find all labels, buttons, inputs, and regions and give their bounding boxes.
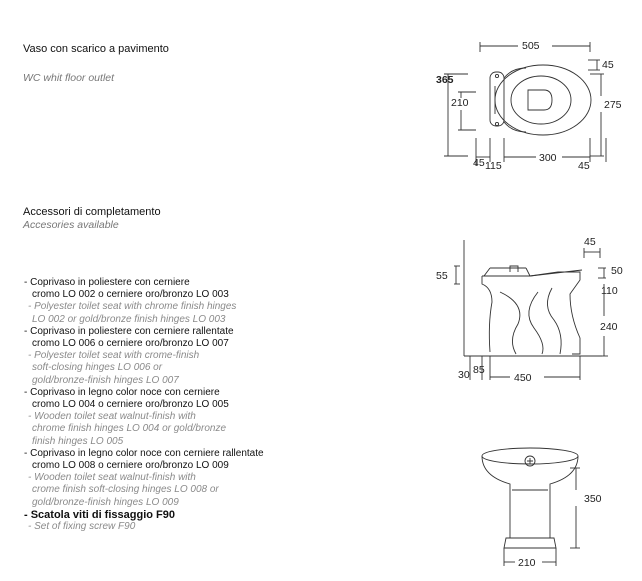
dim-350: 350 [584, 493, 602, 505]
item-line-it: - Coprivaso in poliestere con cerniere [24, 277, 190, 288]
accessories-subtitle: Accesories available [23, 219, 119, 231]
accessories-title: Accessori di completamento [23, 206, 161, 218]
front-view-drawing [470, 440, 620, 575]
dim-300: 300 [539, 152, 557, 164]
item-line-en: gold/bronze-finish hinges LO 009 [32, 496, 179, 508]
dim-110: 110 [601, 285, 618, 297]
item-line-en: crome finish soft-closing hinges LO 008 or [32, 484, 219, 496]
accessory-item [24, 448, 324, 509]
accessory-item [24, 326, 324, 387]
dim-45-left: 45 [473, 157, 485, 169]
dim-45-right: 45 [602, 59, 614, 71]
item-line-it: - Coprivaso in legno color noce con cerniere [24, 386, 220, 398]
item-line-en: chrome finish hinges LO 004 or gold/bronze [32, 423, 227, 435]
accessories-list [24, 277, 324, 533]
dim-115: 115 [485, 160, 502, 172]
dim-240: 240 [600, 321, 618, 333]
item-line-en: - Wooden toilet seat walnut-finish with [28, 411, 196, 423]
item-line-en: - Set of fixing screw F90 [28, 521, 136, 533]
dim-450: 450 [514, 372, 532, 384]
dim-85: 85 [473, 364, 485, 376]
item-line-it: - Coprivaso in poliestere con cerniere rallentate [24, 325, 234, 337]
item-line-en: finish hinges LO 005 [32, 435, 124, 447]
product-subtitle: WC whit floor outlet [23, 72, 115, 84]
accessory-item [24, 509, 324, 533]
item-line-it: cromo LO 006 o cerniere oro/bronzo LO 007 [32, 338, 229, 350]
dim-30: 30 [458, 369, 470, 381]
dim-45-bottom: 45 [578, 160, 590, 172]
dim-45-side: 45 [584, 236, 596, 248]
dim-55: 55 [436, 270, 448, 282]
item-line-it: cromo LO 002 o cerniere oro/bronzo LO 003 [32, 289, 229, 301]
dim-210: 210 [451, 97, 469, 109]
accessory-item [24, 277, 324, 326]
dim-365: 365 [436, 74, 454, 86]
accessory-item [24, 387, 324, 448]
side-view-drawing [430, 232, 635, 400]
product-title: Vaso con scarico a pavimento [23, 43, 169, 55]
dim-210-front: 210 [518, 557, 536, 569]
item-line-en: - Polyester toilet seat with crome-finish [28, 350, 200, 362]
item-line-it: - Scatola viti di fissaggio F90 [24, 508, 175, 521]
dim-505: 505 [522, 40, 540, 52]
item-line-en: soft-closing hinges LO 006 or [32, 362, 163, 374]
dim-275: 275 [604, 99, 622, 111]
top-view-drawing [436, 38, 635, 178]
item-line-en: - Polyester toilet seat with chrome finish hinges [28, 301, 237, 313]
item-line-it: cromo LO 008 o cerniere oro/bronzo LO 009 [32, 460, 229, 472]
item-line-en: - Wooden toilet seat walnut-finish with [28, 472, 196, 484]
item-line-it: cromo LO 004 o cerniere oro/bronzo LO 005 [32, 399, 229, 411]
item-line-it: - Coprivaso in legno color noce con cerniere rallentate [24, 447, 264, 459]
item-line-en: gold/bronze-finish hinges LO 007 [32, 374, 179, 386]
item-line-en: LO 002 or gold/bronze finish hinges LO 003 [32, 313, 226, 325]
dim-50: 50 [611, 265, 623, 277]
